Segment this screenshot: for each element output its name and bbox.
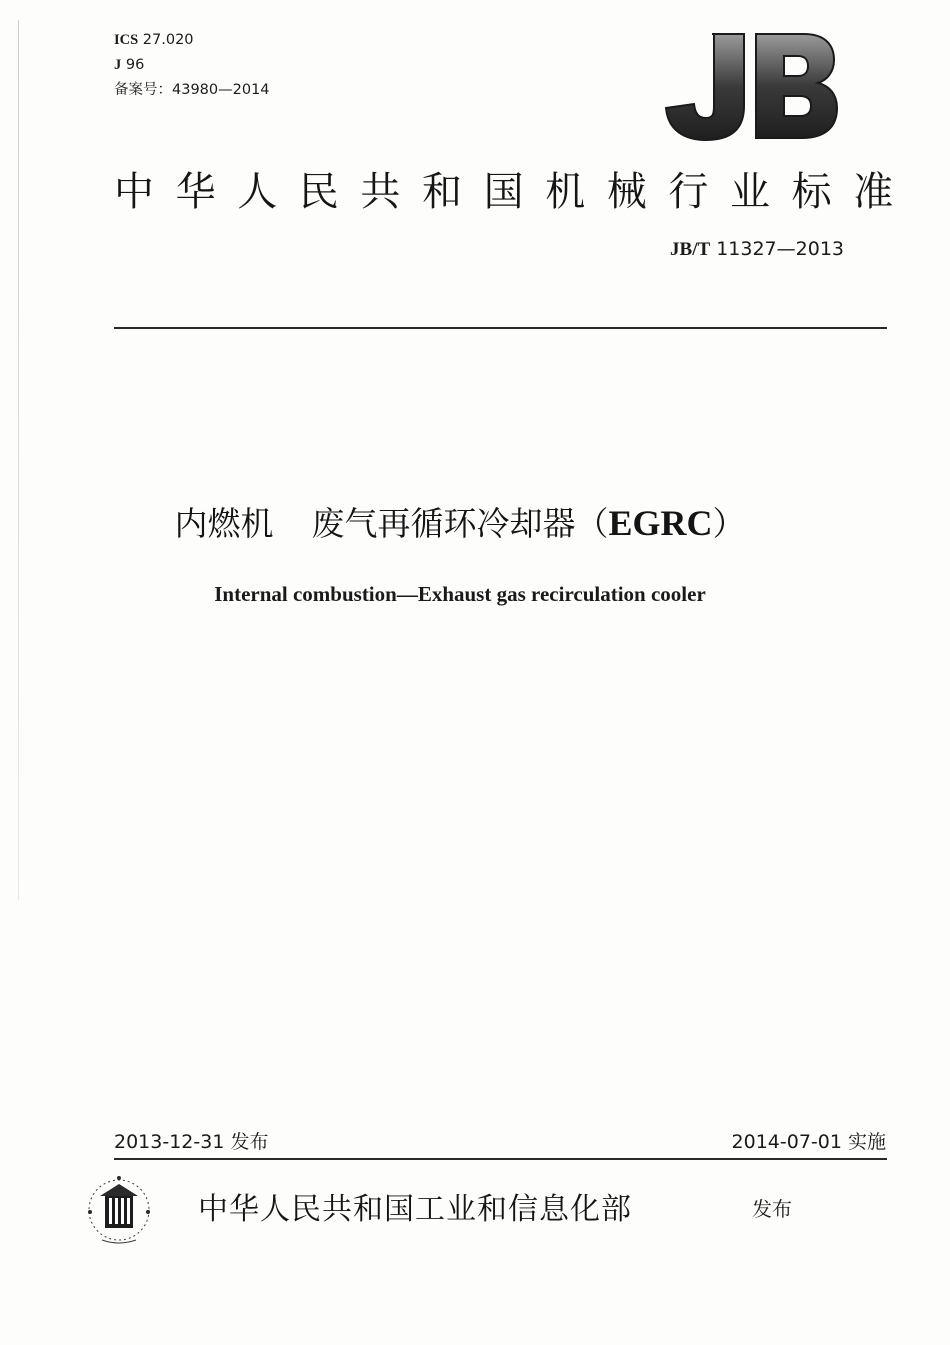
jb-logo-icon	[664, 30, 839, 142]
standard-code-number: 11327—2013	[716, 238, 844, 260]
chinese-title-part1: 内燃机	[174, 504, 274, 543]
scan-edge-line	[18, 20, 19, 900]
english-title: Internal combustion—Exhaust gas recirculation cooler	[214, 582, 706, 606]
record-value: 43980—2014	[172, 82, 270, 98]
ministry-emblem-icon	[80, 1172, 158, 1252]
standard-category-title: 中华人民共和国机械行业标准	[114, 169, 915, 215]
standard-number	[670, 238, 844, 261]
implementation-date-label: 实施	[847, 1131, 886, 1153]
issue-date	[114, 1127, 268, 1154]
issue-date-label: 发布	[230, 1131, 269, 1153]
class-line	[114, 53, 270, 78]
record-label: 备案号：	[114, 82, 172, 98]
implementation-date	[732, 1127, 886, 1154]
standard-code-prefix: JB/T	[670, 239, 711, 260]
document-meta	[114, 28, 270, 103]
chinese-title	[0, 498, 950, 545]
bottom-divider	[114, 1158, 887, 1160]
class-label: J	[114, 57, 122, 73]
ics-label: ICS	[114, 32, 139, 48]
issue-date-value: 2013-12-31	[114, 1131, 225, 1153]
chinese-title-abbrev: EGRC	[608, 503, 713, 543]
chinese-title-part2: 废气再循环冷却器（	[311, 504, 609, 543]
chinese-title-close: ）	[712, 504, 746, 543]
record-line	[114, 78, 270, 103]
class-value: 96	[125, 57, 145, 73]
publisher-suffix: 发布	[752, 1197, 792, 1221]
ics-value: 27.020	[142, 32, 194, 48]
implementation-date-value: 2014-07-01	[731, 1131, 842, 1153]
top-divider	[114, 327, 887, 329]
publisher-name: 中华人民共和国工业和信息化部	[198, 1192, 632, 1227]
ics-line	[114, 28, 270, 53]
